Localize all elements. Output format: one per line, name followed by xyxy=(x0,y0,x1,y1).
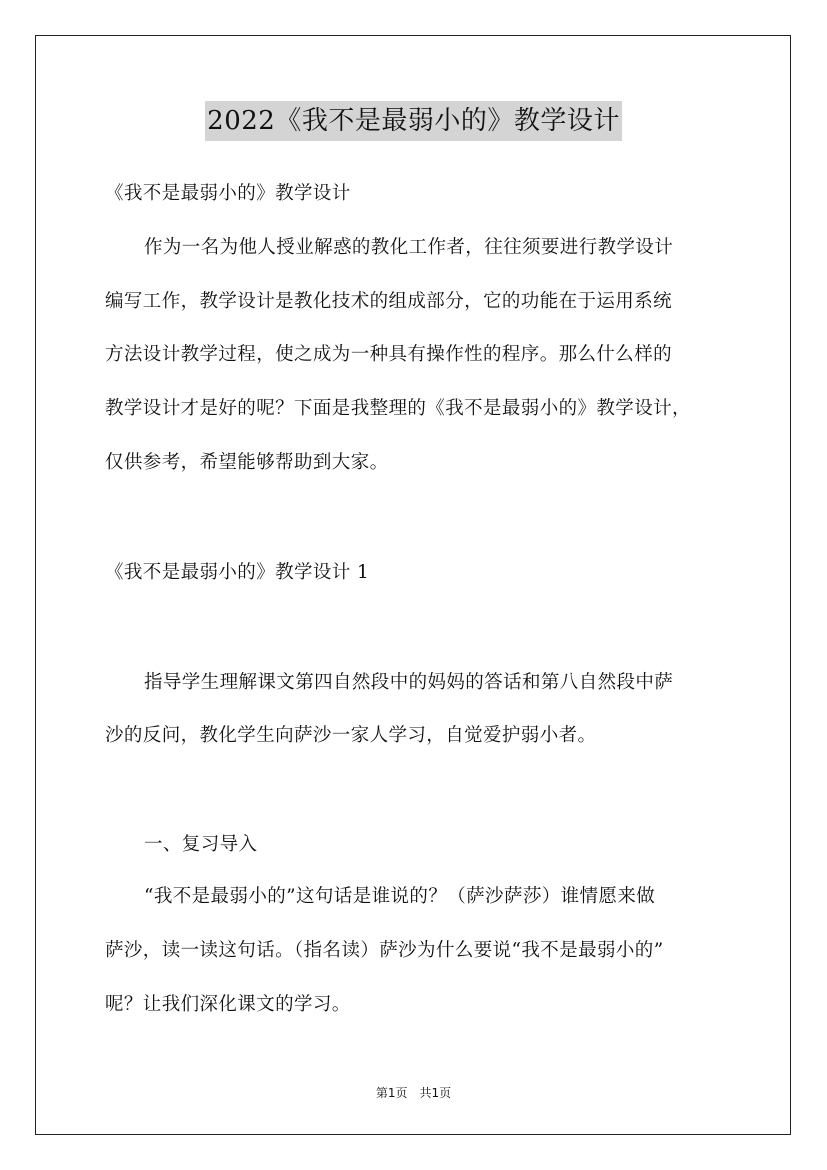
page-total: 共1页 xyxy=(419,1086,452,1100)
paragraph-line: 方法设计教学过程，使之成为一种具有操作性的程序。那么什么样的 xyxy=(105,344,673,365)
paragraph-line: 编写工作，教学设计是教化技术的组成部分，它的功能在于运用系统 xyxy=(105,291,673,312)
subsection-heading: 一、复习导入 xyxy=(144,834,258,855)
paragraph-line: 仅供参考，希望能够帮助到大家。 xyxy=(105,452,389,473)
title-container xyxy=(0,101,827,141)
section-heading: 《我不是最弱小的》教学设计 1 xyxy=(105,562,370,583)
document-title: 2022《我不是最弱小的》教学设计 xyxy=(205,101,622,141)
page-number: 第1页 xyxy=(375,1086,408,1100)
paragraph-line: 呢？让我们深化课文的学习。 xyxy=(105,994,351,1015)
paragraph-line: 指导学生理解课文第四自然段中的妈妈的答话和第八自然段中萨 xyxy=(144,672,674,693)
paragraph-line: “我不是最弱小的”这句话是谁说的？（萨沙萨莎）谁情愿来做 xyxy=(144,886,656,907)
paragraph-line: 教学设计才是好的呢？下面是我整理的《我不是最弱小的》教学设计， xyxy=(105,398,691,419)
page-footer xyxy=(0,1084,827,1101)
section-heading: 《我不是最弱小的》教学设计 xyxy=(105,183,351,204)
paragraph-line: 沙的反问，教化学生向萨沙一家人学习，自觉爱护弱小者。 xyxy=(105,725,597,746)
paragraph-line: 萨沙，读一读这句话。（指名读）萨沙为什么要说“我不是最弱小的” xyxy=(105,940,664,961)
paragraph-line: 作为一名为他人授业解惑的教化工作者，往往须要进行教学设计 xyxy=(144,237,674,258)
